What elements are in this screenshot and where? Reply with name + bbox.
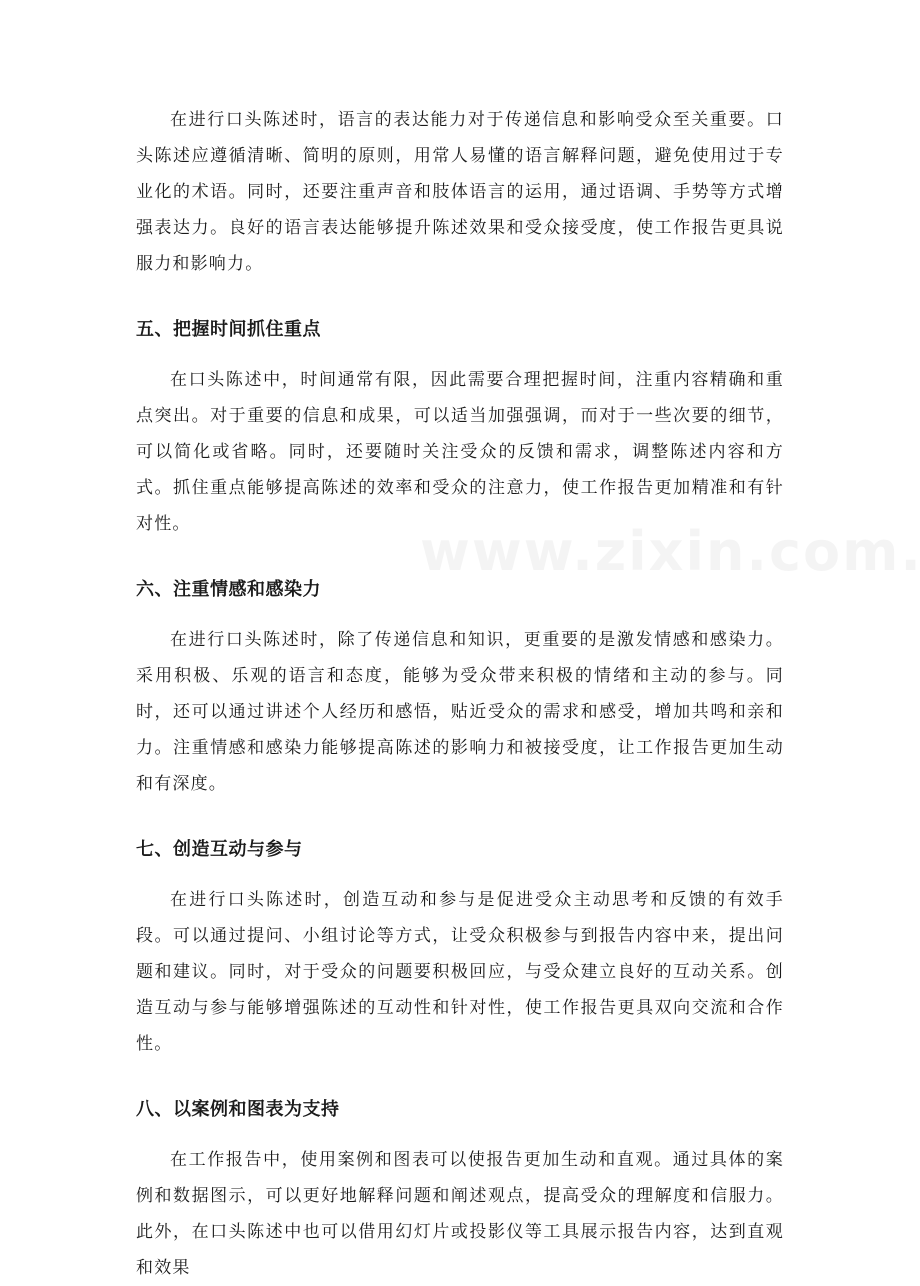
paragraph-section-6: 在进行口头陈述时，除了传递信息和知识，更重要的是激发情感和感染力。采用积极、乐观的语言和态度，能够为受众带来积极的情绪和主动的参与。同时，还可以通过讲述个人经历和感悟，贴近受众的需求和感受，增加共鸣和亲和力。注重情感和感染力能够提高陈述的影响力和被接受度，让工作报告更加生动和有深度。 xyxy=(136,630,784,794)
heading-section-5: 五、把握时间抓住重点 xyxy=(136,319,321,340)
paragraph-intro: 在进行口头陈述时，语言的表达能力对于传递信息和影响受众至关重要。口头陈述应遵循清晰、简明的原则，用常人易懂的语言解释问题，避免使用过于专业化的术语。同时，还要注重声音和肢体语言的运用，通过语调、手势等方式增强表达力。良好的语言表达能够提升陈述效果和受众接受度，使工作报告更具说服力和影响力。 xyxy=(136,110,784,274)
heading-section-6: 六、注重情感和感染力 xyxy=(136,579,321,600)
paragraph-section-5: 在口头陈述中，时间通常有限，因此需要合理把握时间，注重内容精确和重点突出。对于重要的信息和成果，可以适当加强强调，而对于一些次要的细节，可以简化或省略。同时，还要随时关注受众的反馈和需求，调整陈述内容和方式。抓住重点能够提高陈述的效率和受众的注意力，使工作报告更加精准和有针对性。 xyxy=(136,370,784,534)
heading-section-8: 八、以案例和图表为支持 xyxy=(136,1099,340,1120)
paragraph-section-8: 在工作报告中，使用案例和图表可以使报告更加生动和直观。通过具体的案例和数据图示，可以更好地解释问题和阐述观点，提高受众的理解度和信服力。此外，在口头陈述中也可以借用幻灯片或投影仪等工具展示报告内容，达到直观和效果 xyxy=(136,1150,784,1278)
paragraph-section-7: 在进行口头陈述时，创造互动和参与是促进受众主动思考和反馈的有效手段。可以通过提问、小组讨论等方式，让受众积极参与到报告内容中来，提出问题和建议。同时，对于受众的问题要积极回应，与受众建立良好的互动关系。创造互动与参与能够增强陈述的互动性和针对性，使工作报告更具双向交流和合作性。 xyxy=(136,890,784,1054)
heading-section-7: 七、创造互动与参与 xyxy=(136,839,303,860)
document-page xyxy=(136,102,784,1286)
